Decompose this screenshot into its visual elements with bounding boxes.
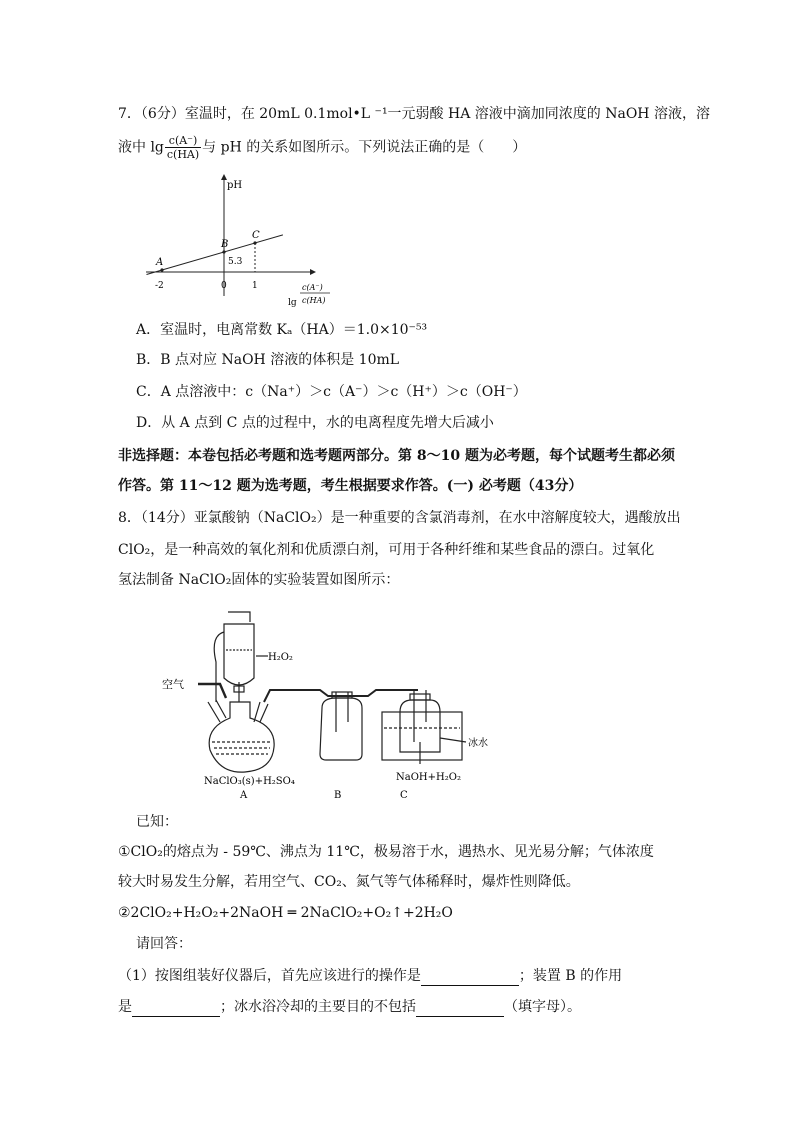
- q7-stem-line1: 7．（6分）室温时，在 20mL 0.1mol•L ⁻¹一元弱酸 HA 溶液中滴加同浓度的 NaOH 溶液，溶: [118, 106, 710, 122]
- answer-blank-2[interactable]: [132, 1000, 220, 1017]
- q7-option-d: D．从 A 点到 C 点的过程中，水的电离程度先增大后减小: [136, 415, 494, 431]
- section-heading-line2: 作答。第 11～12 题为选考题，考生根据要求作答。(一) 必考题（43分）: [118, 478, 583, 494]
- q7-option-b: B．B 点对应 NaOH 溶液的体积是 10mL: [136, 352, 400, 368]
- q7-frac-num: c(A⁻): [165, 134, 201, 148]
- q8-sub1-line2: [118, 997, 581, 1017]
- answer-blank-3[interactable]: [416, 1000, 504, 1017]
- x-tick-label: 0: [221, 281, 227, 291]
- q8-sub1-text-d: ；冰水浴冷却的主要目的不包括: [220, 999, 416, 1015]
- data-point-c: [253, 241, 256, 244]
- q8-known: 已知：: [136, 814, 178, 830]
- apparatus-diagram: [150, 602, 490, 802]
- q8-note2-equation: ②2ClO₂+H₂O₂+2NaOH ═ 2NaClO₂+O₂↑+2H₂O: [118, 905, 453, 921]
- q8-stem-line1: 8．（14分）亚氯酸钠（NaClO₂）是一种重要的含氯消毒剂，在水中溶解度较大，遇酸放出: [118, 510, 681, 526]
- x-axis-arrow: [310, 269, 316, 275]
- annotation-b-value: 5.3: [228, 257, 243, 267]
- ph-chart: [140, 172, 350, 312]
- q8-ask: 请回答：: [136, 936, 192, 952]
- point-label-b: B: [221, 239, 229, 250]
- q7-option-c: C．A 点溶液中：c（Na⁺）＞c（A⁻）＞c（H⁺）＞c（OH⁻）: [136, 384, 527, 400]
- q8-sub1-text-e: （填字母）。: [504, 999, 581, 1015]
- label-reagent-c: NaOH+H₂O₂: [396, 772, 461, 783]
- q7-lg-prefix: 液中 lg: [118, 139, 164, 156]
- point-label-a: A: [156, 257, 164, 268]
- q7-option-a: A．室温时，电离常数 Kₐ（HA）＝1.0×10⁻⁵³: [136, 322, 428, 338]
- q7-frac-den: c(HA): [166, 148, 200, 161]
- label-h2o2: H₂O₂: [268, 652, 293, 663]
- q8-note1-line1: ①ClO₂的熔点为 - 59℃、沸点为 11℃，极易溶于水，遇热水、见光易分解；气体浓度: [118, 844, 654, 860]
- x-label-den: c(HA): [302, 296, 326, 305]
- section-heading-line1: 非选择题：本卷包括必考题和选考题两部分。第 8～10 题为必考题，每个试题考生都必须: [118, 448, 675, 464]
- q8-stem-line3: 氢法制备 NaClO₂固体的实验装置如图所示：: [118, 572, 400, 588]
- q8-sub1-text-a: （1）按图组装好仪器后，首先应该进行的操作是: [118, 968, 421, 984]
- q7-stem-suffix: 与 pH 的关系如图所示。下列说法正确的是（ ）: [202, 139, 527, 156]
- q7-stem-line2: [118, 134, 526, 161]
- label-ice-water: 冰水: [468, 738, 488, 749]
- q8-stem-line2: ClO₂，是一种高效的氧化剂和优质漂白剂，可用于各种纤维和某些食品的漂白。过氧化: [118, 542, 655, 558]
- q8-note1-line2: 较大时易发生分解，若用空气、CO₂、氮气等气体稀释时，爆炸性则降低。: [118, 874, 580, 890]
- answer-blank-1[interactable]: [421, 969, 519, 986]
- q7-fraction: [165, 134, 201, 161]
- trend-line: [147, 235, 283, 275]
- x-tick-label: -2: [155, 281, 164, 291]
- q8-sub1-text-c: 是: [118, 999, 132, 1015]
- y-axis-label: pH: [227, 180, 243, 191]
- q8-sub1-line1: [118, 966, 622, 986]
- data-point-b: [222, 250, 225, 253]
- label-air: 空气: [162, 678, 184, 691]
- label-device-a: A: [240, 790, 248, 801]
- x-tick-label: 1: [252, 281, 258, 291]
- data-point-a: [160, 268, 163, 271]
- x-label-num: c(A⁻): [302, 283, 323, 292]
- q8-sub1-text-b: ；装置 B 的作用: [518, 968, 623, 984]
- label-device-b: B: [334, 790, 342, 801]
- label-reagent-a: NaClO₃(s)+H₂SO₄: [204, 776, 295, 787]
- x-label-lg: lg: [288, 298, 297, 308]
- point-label-c: C: [252, 230, 260, 241]
- label-device-c: C: [400, 790, 408, 801]
